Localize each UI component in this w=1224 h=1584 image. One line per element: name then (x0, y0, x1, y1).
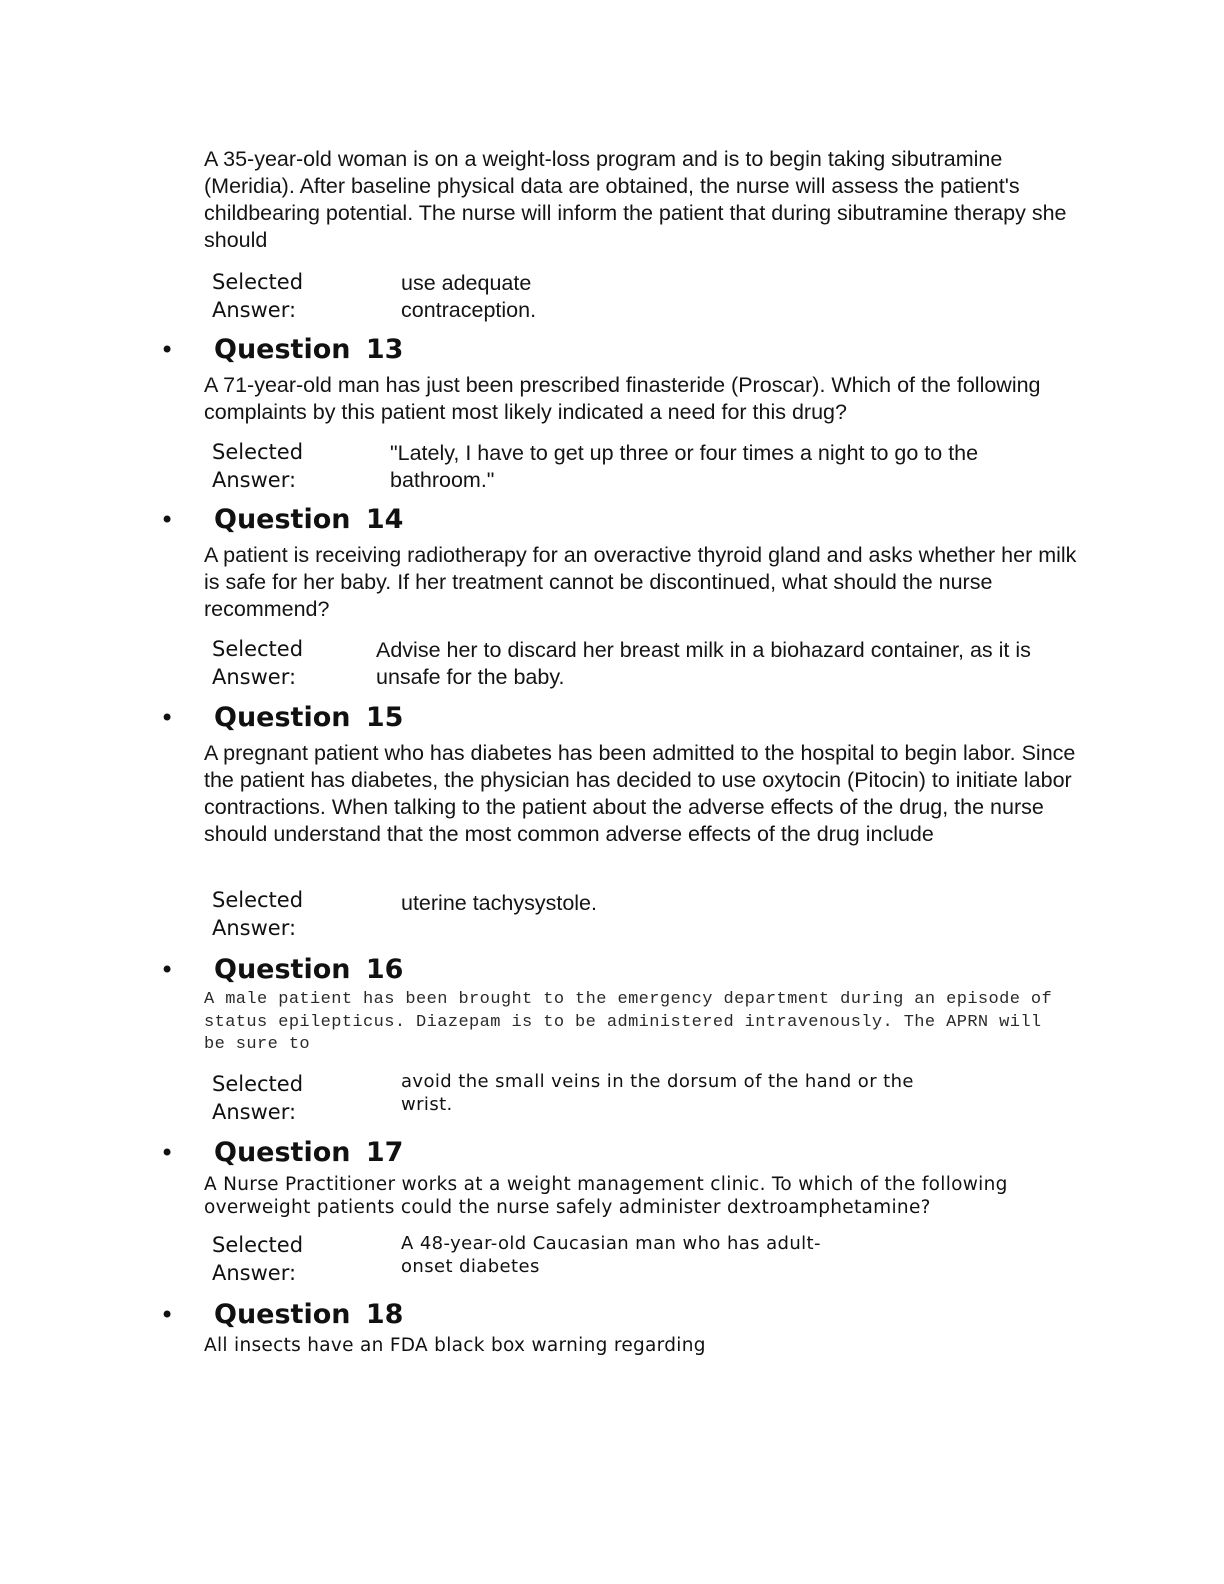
bullet-icon: • (160, 1139, 175, 1167)
question-16-heading (160, 953, 560, 989)
selected-answer-label: Selected Answer: (212, 637, 304, 689)
question-15-stem: A pregnant patient who has diabetes has been admitted to the hospital to begin labor. Since the patient has diabetes, the physician has decided to use oxytocin (Pitocin) to initiate labor contractions. When talking to the patient about the adverse effects of the drug, the nurse should understand that the most common adverse effects of the drug include (204, 741, 1076, 846)
question-14-answer: Advise her to discard her breast milk in a biohazard container, as it is unsafe for the baby. (376, 638, 1031, 689)
question-13-title: Question 13 (214, 334, 404, 365)
selected-answer-label: Selected Answer: (212, 270, 304, 322)
question-12-answer: use adequate contraception. (401, 271, 537, 322)
question-13-heading (160, 333, 560, 369)
bullet-icon: • (160, 506, 175, 534)
question-16-answer: avoid the small veins in the dorsum of the hand or the wrist. (401, 1071, 914, 1115)
bullet-icon: • (160, 956, 175, 984)
question-18-stem: All insects have an FDA black box warning regarding (204, 1335, 706, 1356)
bullet-icon: • (160, 1301, 175, 1329)
question-14-title: Question 14 (214, 504, 404, 535)
question-14-heading (160, 503, 560, 539)
question-16-title: Question 16 (214, 954, 404, 985)
question-18-title: Question 18 (214, 1299, 404, 1330)
question-17-heading (160, 1136, 560, 1172)
selected-answer-label: Selected Answer: (212, 888, 304, 940)
selected-answer-label: Selected Answer: (212, 1233, 304, 1285)
question-18-heading (160, 1298, 560, 1334)
question-17-title: Question 17 (214, 1137, 404, 1168)
question-13-stem: A 71-year-old man has just been prescribed finasteride (Proscar). Which of the following complaints by this patient most likely indicated a need for this drug? (204, 373, 1041, 424)
bullet-icon: • (160, 336, 175, 364)
question-15-heading (160, 701, 560, 737)
question-17-answer: A 48-year-old Caucasian man who has adult-onset diabetes (401, 1233, 821, 1277)
selected-answer-label: Selected Answer: (212, 1072, 304, 1124)
question-16-stem: A male patient has been brought to the emergency department during an episode of status epilepticus. Diazepam is to be administered intravenously. The APRN will be sure to (204, 990, 1053, 1054)
question-15-title: Question 15 (214, 702, 404, 733)
question-12-stem: A 35-year-old woman is on a weight-loss program and is to begin taking sibutramine (Meridia). After baseline physical data are obtained, the nurse will assess the patient's childbearing potential. The nurse will inform the patient that during sibutramine therapy she should (204, 147, 1067, 252)
bullet-icon: • (160, 704, 175, 732)
question-14-stem: A patient is receiving radiotherapy for an overactive thyroid gland and asks whether her milk is safe for her baby. If her treatment cannot be discontinued, what should the nurse recommend? (204, 543, 1077, 621)
question-13-answer: "Lately, I have to get up three or four times a night to go to the bathroom." (390, 441, 979, 492)
question-15-answer: uterine tachysystole. (401, 891, 597, 915)
selected-answer-label: Selected Answer: (212, 440, 304, 492)
question-17-stem: A Nurse Practitioner works at a weight management clinic. To which of the following overweight patients could the nurse safely administer dextroamphetamine? (204, 1174, 1008, 1218)
